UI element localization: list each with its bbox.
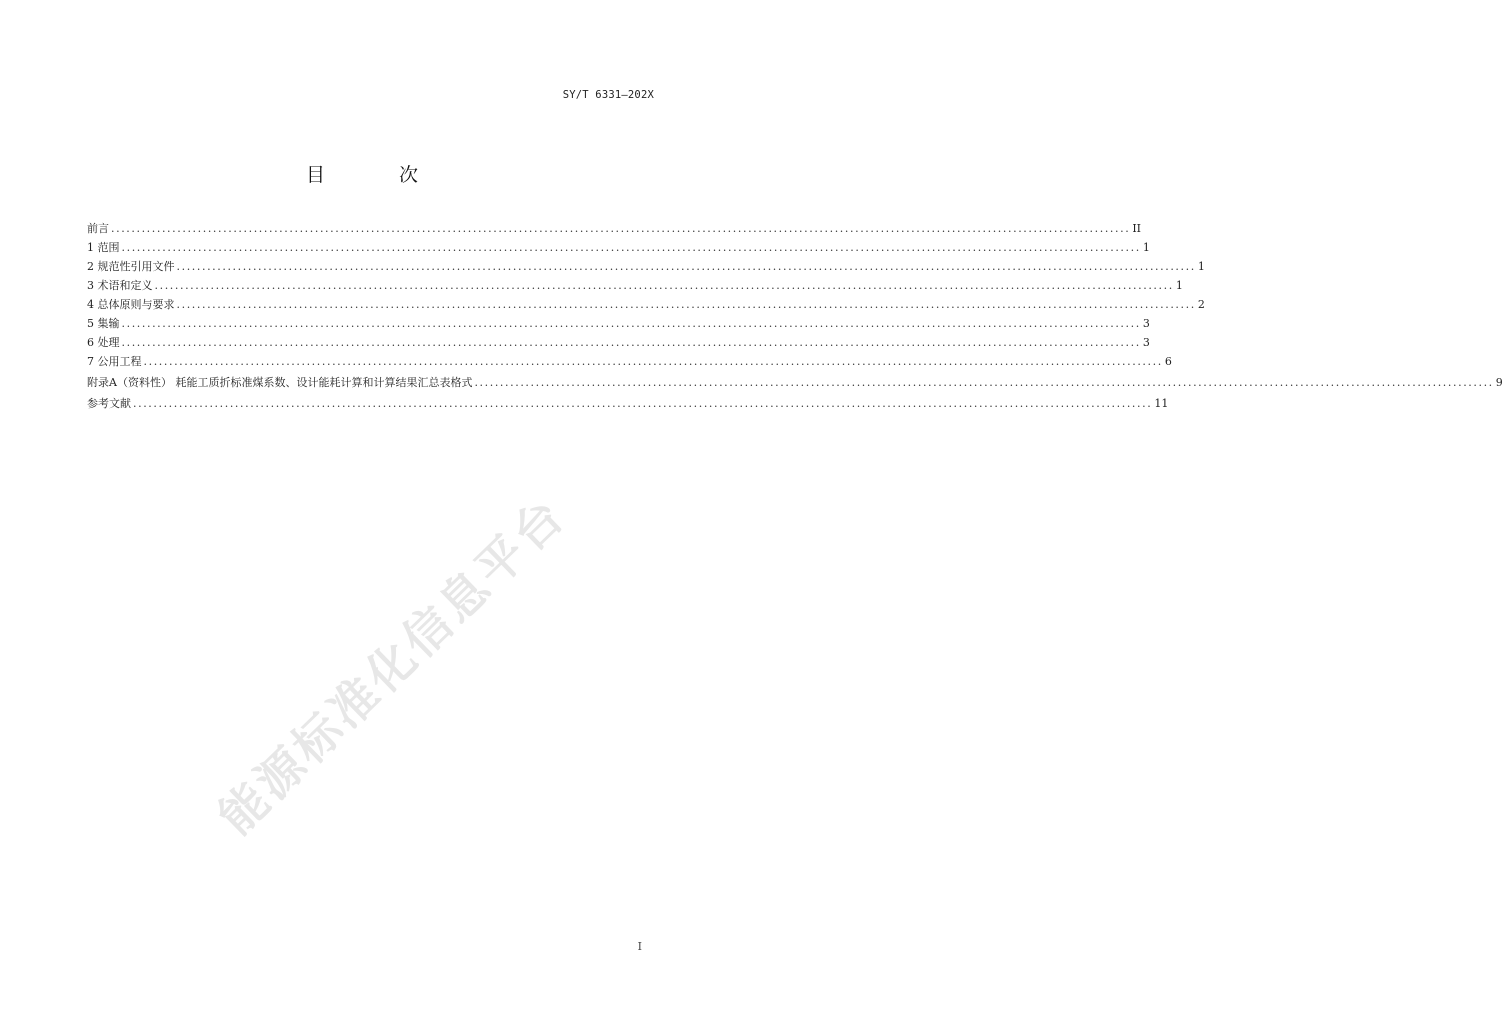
toc-entry-page: 1 (1197, 260, 1205, 273)
toc-leader-dots: ........................................................................................................................................................................................................ (474, 376, 1494, 389)
toc-leader-dots: ........................................................................................................................................................................................................ (121, 241, 1141, 254)
toc-entry-page: II (1132, 222, 1142, 235)
toc-entry-label: 5 集输 (87, 317, 120, 330)
toc-entry-annex-a[interactable] (87, 373, 1503, 392)
toc-entry-page: 11 (1154, 397, 1169, 410)
toc-leader-dots: ........................................................................................................................................................................................................ (176, 260, 1196, 273)
page-title: 目 次 (305, 164, 453, 186)
toc-entry-label: 附录A（资料性） 耗能工质折标准煤系数、设计能耗计算和计算结果汇总表格式 (87, 376, 473, 389)
toc-entry-terms-definitions[interactable] (87, 276, 1183, 295)
toc-entry-page: 3 (1142, 336, 1150, 349)
toc-leader-dots: ........................................................................................................................................................................................................ (176, 298, 1196, 311)
toc-entry-page: 2 (1197, 298, 1205, 311)
toc-entry-label: 1 范围 (87, 241, 120, 254)
toc-entry-scope[interactable] (87, 238, 1150, 257)
toc-entry-normative-references[interactable] (87, 257, 1205, 276)
toc-leader-dots: ........................................................................................................................................................................................................ (133, 397, 1153, 410)
toc-entry-foreword[interactable] (87, 219, 1142, 238)
toc-entry-label: 4 总体原则与要求 (87, 298, 175, 311)
toc-entry-label: 2 规范性引用文件 (87, 260, 175, 273)
toc-entry-processing[interactable] (87, 333, 1150, 352)
standard-code: SY/T 6331—202X (562, 89, 654, 101)
toc-entry-label: 3 术语和定义 (87, 279, 153, 292)
toc-entry-gathering[interactable] (87, 314, 1150, 333)
toc-leader-dots: ........................................................................................................................................................................................................ (111, 222, 1131, 235)
toc-entry-page: 3 (1142, 317, 1150, 330)
toc-entry-bibliography[interactable] (87, 394, 1169, 413)
toc-leader-dots: ........................................................................................................................................................................................................ (143, 355, 1163, 368)
toc-leader-dots: ........................................................................................................................................................................................................ (154, 279, 1174, 292)
toc-entry-utilities[interactable] (87, 352, 1172, 371)
toc-entry-page: 9 (1495, 376, 1503, 389)
toc-entry-label: 前言 (87, 222, 109, 235)
toc-leader-dots: ........................................................................................................................................................................................................ (121, 336, 1141, 349)
toc-entry-label: 7 公用工程 (87, 355, 142, 368)
watermark: 能源标准化信息平台 (208, 487, 577, 846)
page-number: I (637, 940, 642, 953)
toc-entry-label: 6 处理 (87, 336, 120, 349)
toc-entry-label: 参考文献 (87, 397, 131, 410)
toc-entry-page: 1 (1142, 241, 1150, 254)
toc-entry-page: 6 (1164, 355, 1172, 368)
toc-entry-general-principles[interactable] (87, 295, 1205, 314)
toc-leader-dots: ........................................................................................................................................................................................................ (121, 317, 1141, 330)
toc-entry-page: 1 (1175, 279, 1183, 292)
table-of-contents (87, 219, 1503, 413)
